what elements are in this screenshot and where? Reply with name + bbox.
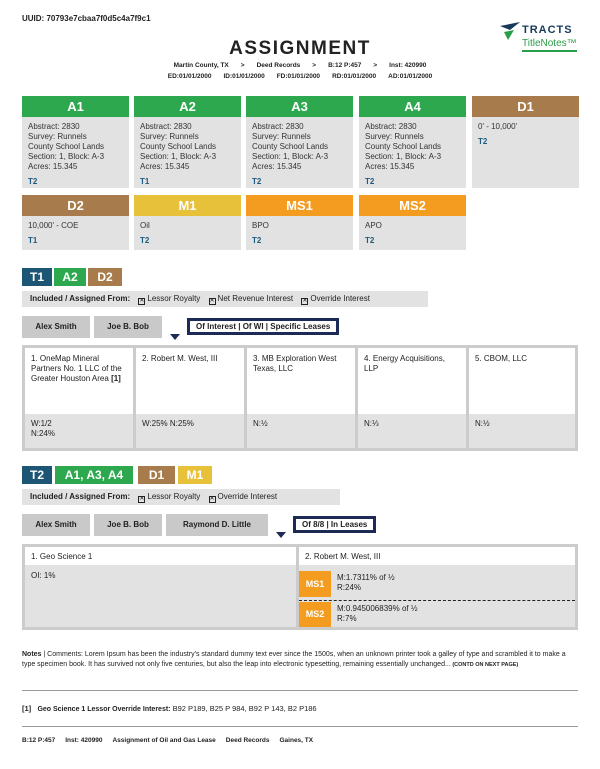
included-item: Net Revenue Interest	[217, 294, 294, 303]
assignee-value: M:0.945006839% of ½	[337, 604, 418, 613]
tract-tile-d2	[22, 195, 129, 250]
tile-line: Section: 1, Block: A-3	[365, 152, 442, 161]
tile-line: Survey: Runnels	[365, 132, 424, 141]
notes-label: Notes	[22, 651, 42, 658]
assignee-values	[136, 414, 244, 448]
dates-line	[0, 73, 600, 80]
date-rd: RD:01/01/2000	[332, 73, 377, 80]
assignor-raymond-d-little: Raymond D. Little	[166, 514, 268, 536]
assignee-card	[299, 547, 575, 627]
assignee-values	[25, 565, 296, 627]
tile-line: Abstract: 2830	[140, 122, 192, 131]
divider	[299, 600, 575, 601]
tile-line: APO	[365, 221, 382, 230]
group2-included-bar	[22, 489, 340, 505]
tract-tile-ms2	[359, 195, 466, 250]
tile-header: A2	[134, 96, 241, 117]
tile-tag: T2	[252, 177, 262, 186]
tile-line: County School Lands	[28, 142, 105, 151]
tile-line: Survey: Runnels	[28, 132, 87, 141]
included-item: Lessor Royalty	[147, 294, 201, 303]
footnote	[22, 704, 317, 713]
assignor-joe-b-bob: Joe B. Bob	[94, 514, 162, 536]
tile-tag: T2	[28, 177, 38, 186]
record-meta-line	[0, 62, 600, 69]
tile-line: Section: 1, Block: A-3	[28, 152, 105, 161]
tile-tag: T2	[140, 236, 150, 245]
tile-line: Oil	[140, 221, 150, 230]
tile-header: D2	[22, 195, 129, 216]
tile-header: A3	[246, 96, 353, 117]
tract-tile-d1	[472, 96, 579, 188]
assignee-value: R:24%	[337, 583, 362, 592]
tile-line: Abstract: 2830	[28, 122, 80, 131]
assignee-values	[299, 565, 575, 627]
divider	[22, 690, 578, 691]
group1-assignee-box	[22, 345, 578, 451]
assignee-value: N:⅓	[364, 419, 379, 428]
group1-badge-t1: T1	[22, 268, 52, 286]
tile-body	[22, 216, 129, 236]
assignee-card	[358, 348, 466, 448]
included-label: Included / Assigned From:	[30, 492, 131, 501]
footer-location: Gaines, TX	[279, 737, 314, 744]
footer-records: Deed Records	[225, 737, 270, 744]
assignor-alex-smith: Alex Smith	[22, 514, 90, 536]
assignee-value: W:1/2	[31, 419, 52, 428]
tile-body	[134, 216, 241, 236]
meta-records: Deed Records	[256, 62, 301, 69]
group1-interest-box: Of Interest | Of WI | Specific Leases	[187, 318, 339, 335]
tile-tag: T1	[140, 177, 150, 186]
footnote-label: Geo Science 1 Lessor Override Interest:	[37, 706, 171, 713]
tile-body	[134, 117, 241, 177]
divider	[22, 726, 578, 727]
assignor-alex-smith: Alex Smith	[22, 316, 90, 338]
tile-line: Acres: 15.345	[365, 162, 415, 171]
tile-line: Abstract: 2830	[252, 122, 304, 131]
footnote-text: B92 P189, B25 P 984, B92 P 143, B2 P186	[172, 704, 317, 713]
assignee-values	[358, 414, 466, 448]
group1-badge-a2: A2	[54, 268, 86, 286]
tile-body	[246, 216, 353, 236]
tile-tag: T2	[365, 236, 375, 245]
tract-tile-a1	[22, 96, 129, 188]
tile-header: M1	[134, 195, 241, 216]
assignee-value: R:7%	[337, 614, 357, 623]
tile-body	[472, 117, 579, 137]
assignee-value: OI: 1%	[31, 571, 56, 580]
notes-text: | Comments: Lorem Ipsum has been the industry's standard dummy text ever since the 1500s, when an unknown printer took a galley of type and scrambled it to make a type specimen book. It has survived not only five centuries, but also the leap into electronic typesetting, remaining essentially unchanged...	[22, 651, 566, 668]
tile-header: MS2	[359, 195, 466, 216]
tile-line: 0' - 10,000'	[478, 122, 518, 131]
tile-line: Section: 1, Block: A-3	[252, 152, 329, 161]
assignee-card	[247, 348, 355, 448]
logo-titlenotes-text: TitleNotes™	[522, 38, 577, 52]
date-ed: ED:01/01/2000	[167, 73, 212, 80]
meta-inst: Inst: 420990	[389, 62, 427, 69]
group1-included-bar	[22, 291, 428, 307]
assignee-name: 2. Robert M. West, III	[142, 354, 218, 363]
page-footer	[22, 737, 323, 744]
logo-tracts-text: TRACTS	[522, 24, 573, 36]
assignor-joe-b-bob: Joe B. Bob	[94, 316, 162, 338]
assignee-name	[25, 348, 133, 390]
assignee-values	[25, 414, 133, 448]
tile-line: Section: 1, Block: A-3	[140, 152, 217, 161]
ms1-tag: MS1	[299, 571, 331, 597]
date-id: ID:01/01/2000	[223, 73, 265, 80]
assignee-name: 4. Energy Acquisitions, LLP	[364, 354, 445, 373]
assignee-value: W:25% N:25%	[142, 419, 194, 428]
assignee-name: 5. CBOM, LLC	[475, 354, 528, 363]
tile-tag: T2	[478, 137, 488, 146]
assignee-name: 1. Geo Science 1	[31, 552, 93, 561]
assignee-value: M:1.7311% of ½	[337, 573, 395, 582]
checkbox-icon: ✕	[302, 298, 308, 304]
ms2-values	[337, 604, 418, 624]
meta-book-page: B:12 P:457	[328, 62, 362, 69]
tract-tile-m1	[134, 195, 241, 250]
group2-interest-box: Of 8/8 | In Leases	[293, 516, 376, 533]
tile-line: County School Lands	[140, 142, 217, 151]
tile-line: Survey: Runnels	[140, 132, 199, 141]
tract-tile-ms1	[246, 195, 353, 250]
tile-tag: T1	[28, 236, 38, 245]
ms2-tag: MS2	[299, 602, 331, 627]
tile-header: MS1	[246, 195, 353, 216]
assignee-card	[469, 348, 575, 448]
footer-book-page: B:12 P:457	[22, 737, 56, 744]
date-ad: AD:01/01/2000	[388, 73, 433, 80]
group2-badge-d1: D1	[138, 466, 175, 484]
tract-tile-a4	[359, 96, 466, 188]
group1-badge-d2: D2	[88, 268, 122, 286]
footer-doc-type: Assignment of Oil and Gas Lease	[112, 737, 216, 744]
tile-line: Abstract: 2830	[365, 122, 417, 131]
assignee-name: 2. Robert M. West, III	[305, 552, 381, 561]
tile-body	[359, 216, 466, 236]
meta-sep: >	[240, 62, 245, 69]
tile-line: 10,000' - COE	[28, 221, 79, 230]
assignee-value: N:½	[253, 419, 268, 428]
tile-line: County School Lands	[365, 142, 442, 151]
tile-tag: T2	[365, 177, 375, 186]
meta-county: Martin County, TX	[173, 62, 229, 69]
group2-badge-a1-a3-a4: A1, A3, A4	[55, 466, 133, 484]
group2-assignee-box	[22, 544, 578, 630]
assignee-card	[25, 547, 296, 627]
checkbox-icon: ✕	[139, 298, 145, 304]
tile-line: Survey: Runnels	[252, 132, 311, 141]
footnote-ref: [1]	[22, 704, 32, 713]
tile-line: County School Lands	[252, 142, 329, 151]
arrow-down-icon	[276, 532, 286, 538]
assignee-values	[469, 414, 575, 448]
included-label: Included / Assigned From:	[30, 294, 131, 303]
assignee-value: N:24%	[31, 429, 56, 438]
tile-header: A4	[359, 96, 466, 117]
tile-body	[246, 117, 353, 177]
assignee-name: 3. MB Exploration West Texas, LLC	[253, 354, 337, 373]
meta-sep: >	[373, 62, 378, 69]
checkbox-icon: ✕	[209, 298, 215, 304]
assignee-card	[136, 348, 244, 448]
footnote-ref: [1]	[111, 374, 121, 383]
assignee-card	[25, 348, 133, 448]
tile-body	[359, 117, 466, 177]
tile-tag: T2	[252, 236, 262, 245]
group2-badge-m1: M1	[178, 466, 212, 484]
notes-contd: (CONTD ON NEXT PAGE)	[450, 662, 519, 668]
date-fd: FD:01/01/2000	[276, 73, 321, 80]
tract-tile-a2	[134, 96, 241, 188]
tile-line: BPO	[252, 221, 269, 230]
uuid-label: UUID: 70793e7cbaa7f0d5c4a7f9c1	[22, 14, 151, 23]
tract-tile-a3	[246, 96, 353, 188]
meta-sep: >	[312, 62, 317, 69]
footer-inst: Inst: 420990	[65, 737, 103, 744]
tile-line: Acres: 15.345	[28, 162, 78, 171]
page-title: ASSIGNMENT	[229, 38, 371, 59]
checkbox-icon: ✕	[139, 496, 145, 502]
tile-line: Acres: 15.345	[252, 162, 302, 171]
tile-body	[22, 117, 129, 177]
assignee-values	[247, 414, 355, 448]
group2-badge-t2: T2	[22, 466, 52, 484]
tile-header: D1	[472, 96, 579, 117]
arrow-down-icon	[170, 334, 180, 340]
included-item: Lessor Royalty	[147, 492, 201, 501]
assignee-name-text: 1. OneMap Mineral Partners No. 1 LLC of the Greater Houston Area	[31, 354, 122, 383]
notes-section	[22, 650, 578, 670]
included-item: Override Interest	[217, 492, 278, 501]
tile-line: Acres: 15.345	[140, 162, 190, 171]
included-item: Override Interest	[310, 294, 370, 303]
assignee-value: N:½	[475, 419, 490, 428]
tile-header: A1	[22, 96, 129, 117]
ms1-values	[337, 573, 395, 593]
checkbox-icon: ✕	[209, 496, 215, 502]
